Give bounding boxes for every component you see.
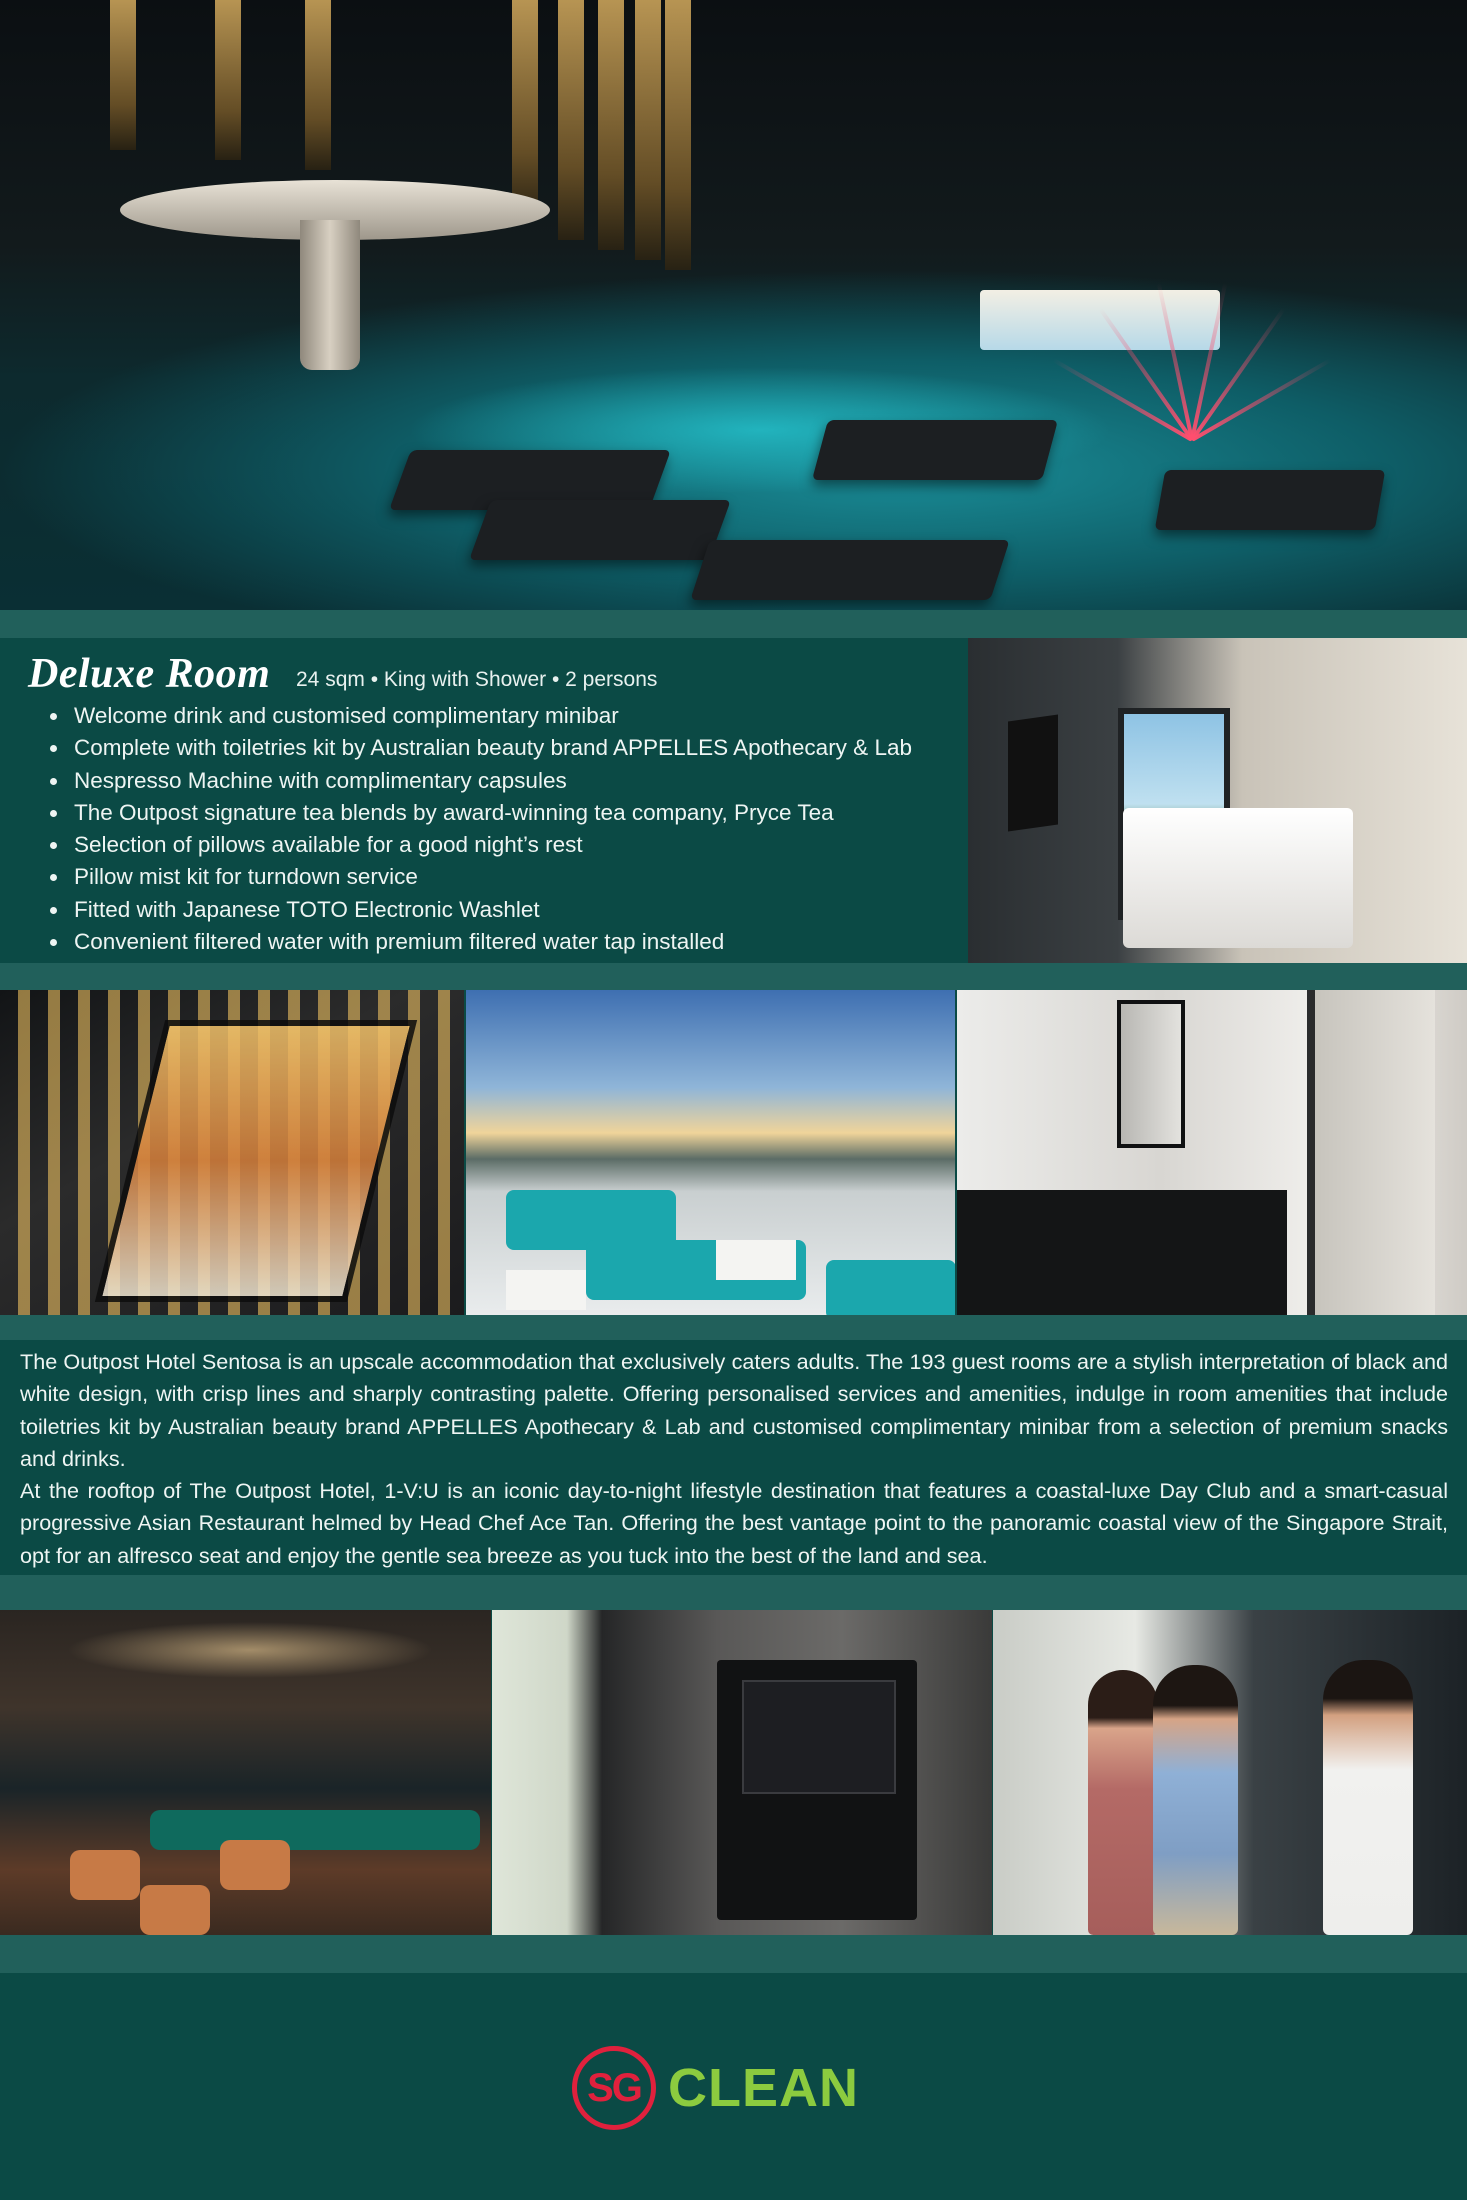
tv [1008,714,1058,831]
amenity-item: • Convenient filtered water with premium filtered water tap installed [70,926,912,958]
lounger [469,500,731,560]
sg-clean-logo [572,2042,859,2134]
amenity-list [40,700,912,958]
canopy-stem [300,220,360,370]
building-light [598,0,624,250]
coffee-machine [717,1660,917,1920]
chair [220,1840,290,1890]
rooftop-terrace-photo [466,990,955,1315]
room-specs: 24 sqm • King with Shower • 2 persons [296,668,658,691]
lounger [690,540,1009,600]
section-band [0,1575,1467,1610]
amenity-item: • Complete with toiletries kit by Australian beauty brand APPELLES Apothecary & Lab [70,732,912,764]
hero-pool-photo [0,0,1467,610]
firework-streak [1191,358,1332,441]
amenity-item: • Selection of pillows available for a good night’s rest [70,829,912,861]
amenity-item: • The Outpost signature tea blends by award-winning tea company, Pryce Tea [70,797,912,829]
building-light [305,0,331,170]
chair [70,1850,140,1900]
section-band [0,1315,1467,1340]
bartender [1323,1660,1413,1935]
machine-screen [742,1680,896,1794]
hotel-description [20,1346,1448,1572]
pavilion [980,290,1220,350]
sg-mark: SG [572,2046,656,2130]
building-light [110,0,136,150]
building-light [512,0,538,220]
sofa [826,1260,955,1315]
minibar-drawer [95,1020,417,1302]
mirror [1117,1000,1185,1148]
amenity-item: • Nespresso Machine with complimentary capsules [70,765,912,797]
door [1307,990,1435,1315]
vanity [957,1190,1287,1315]
bathroom-photo [957,990,1467,1315]
coffee-table [506,1270,586,1310]
lounger [812,420,1058,480]
building-light [215,0,241,160]
bar-service-photo [993,1610,1467,1935]
chair [140,1885,210,1935]
amenity-item: • Welcome drink and customised complimentary minibar [70,700,912,732]
bed [1123,808,1353,948]
coffee-machine-photo [492,1610,992,1935]
banquette [150,1810,480,1850]
amenity-item: • Fitted with Japanese TOTO Electronic Washlet [70,894,912,926]
section-band [0,963,1467,990]
minibar-photo [0,990,464,1315]
building-light [635,0,661,260]
building-light [665,0,691,270]
guest-man [1153,1665,1238,1935]
section-band [0,610,1467,638]
building-light [558,0,584,240]
guest-woman [1088,1670,1158,1935]
firework-streak [1052,358,1193,441]
description-paragraph: The Outpost Hotel Sentosa is an upscale accommodation that exclusively caters adults. The 193 guest rooms are a stylish interpretation of black and white design, with crisp lines and sharply contrasting palette. Offering personalised services and amenities, indulge in room amenities that include toiletries kit by Australian beauty brand APPELLES Apothecary & Lab and customised complimentary minibar from a selection of premium snacks and drinks. [20,1349,1448,1471]
description-paragraph: At the rooftop of The Outpost Hotel, 1-V:U is an iconic day-to-night lifestyle destination that features a coastal-luxe Day Club and a smart-casual progressive Asian Restaurant helmed by Head Chef Ace Tan. Offering the best vantage point to the panoramic coastal view of the Singapore Strait, opt for an alfresco seat and enjoy the gentle sea breeze as you tuck into the best of the land and sea. [20,1478,1448,1568]
room-title: Deluxe Room [28,651,271,697]
section-band [0,1935,1467,1973]
clean-wordmark: CLEAN [668,2058,859,2118]
lounger [1155,470,1386,530]
restaurant-photo [0,1610,491,1935]
room-photo [968,638,1467,963]
coffee-table [716,1240,796,1280]
amenity-item: • Pillow mist kit for turndown service [70,861,912,893]
